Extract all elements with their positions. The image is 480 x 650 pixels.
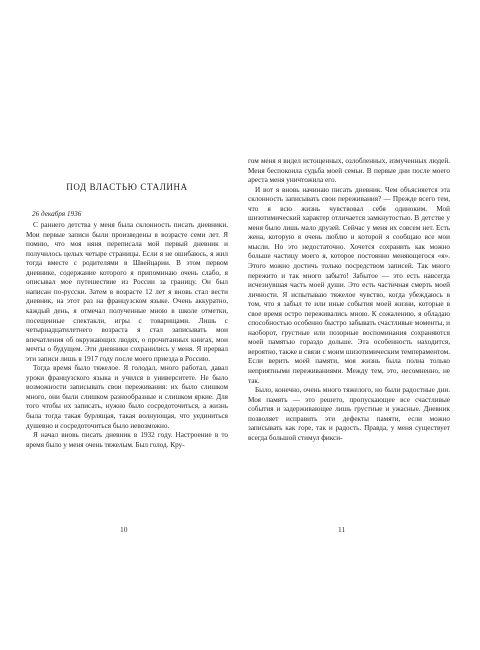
right-paragraph-1: И вот я вновь начинаю писать дневник. Чем объясняется эта склонность записывать свои переживания? — Прежде всего тем, что я всю жизнь чувствовал себя одиноким. Мой шизотимический характер отличается замкнутостью. В детстве у меня было лишь мало друзей. Сейчас у меня их совсем нет. Есть жена, которую я очень люблю и которой я сообщаю все мои мысли. Но это недостаточно. Хочется сохранить как можно больше частицу моего я, которое постоянно меняющегося «я». Этого можно достичь только посредством записей. Так много пережито и так много забыто! Забытое — это есть навсегда исчезнувшая часть моей души. Это есть частичная смерть моей личности. Я испытываю тяжелое чувство, когда убеждаюсь в том, что я забыл те или иные события моей жизни, которые в свое время остро переживались мною. К сожалению, я обладаю способностью особенно быстро забывать счастливые моменты, и наоборот, грустные или позорные воспоминания сохраняются моей памятью гораздо дольше. Эта особенность находится, вероятно, также в связи с моим шизотимическим темпераментом. Если верить моей памяти, моя жизнь была полна только неприятными переживаниями. Между тем, это, несомненно, не так. (248, 185, 450, 385)
page-number-right: 11 (338, 525, 346, 534)
right-continuation: гом меня я видел истощенных, озлобленных, измученных людей. Меня беспокоила судьба моей семьи. В первые дни после моего ареста меня уничтожила его. (248, 157, 450, 185)
left-paragraph-3: Я начал вновь писать дневник в 1932 году. Настроение в то время было у меня очень тяжелым. Был голод. Кру- (26, 431, 228, 449)
left-paragraph-2: Тогда время было тяжелое. Я голодал, много работал, давал уроки французского языка и учился в университете. Не было возможности записывать свои переживания: их было слишком много, они были слишком разнообразные и слишком яркие. Для того чтобы их записать, нужно было сосредоточиться, а жизнь была тогда такая бурлящая, такая волнующая, что уединиться душевно и сосредоточиться было невозможно. (26, 364, 228, 430)
chapter-heading: ПОД ВЛАСТЬЮ СТАЛИНА (66, 182, 188, 192)
page-number-left: 10 (120, 525, 128, 534)
right-page (248, 157, 450, 443)
right-paragraph-2: Было, конечно, очень много тяжелого, но были радостные дни. Моя память — это решето, пропускающее все счастливые события и задерживающее лишь грустные и ужасные. Дневник позволяет исправить эти дефекты памяти, если можно записывать как горе, так и радость. Правда, у меня существует всегда большой стимул фикси- (248, 386, 450, 442)
left-page (26, 183, 228, 450)
left-paragraph-1: С раннего детства у меня была склонность писать дневники. Мои первые записи были произведены в возрасте семи лет. Я помню, что моя няня переписала мой первый дневник и получилось целых четыре страницы. Если я не ошибаюсь, я жил тогда вместе с родителями в Швейцарии. В этом первом дневнике, содержание которого я припоминаю очень слабо, я описывал мое путешествие из России за границу. Он был написан по-русски. Затем в возрасте 12 лет я вновь стал вести дневник, на этот раз на французском языке. Очень аккуратно, каждый день, я отмечал полученные мною в школе отметки, посещенные спектакли, игры с товарищами. Лишь с четырнадцатилетнего возраста я стал записывать мои впечатления об окружающих людях, о прочитанных книгах, мои мечты о будущем. Эти дневники сохранились у меня. Я прервал эти записи лишь в 1917 году после моего приезда в Россию. (26, 221, 228, 363)
entry-date: 26 декабря 1936 (32, 209, 82, 218)
